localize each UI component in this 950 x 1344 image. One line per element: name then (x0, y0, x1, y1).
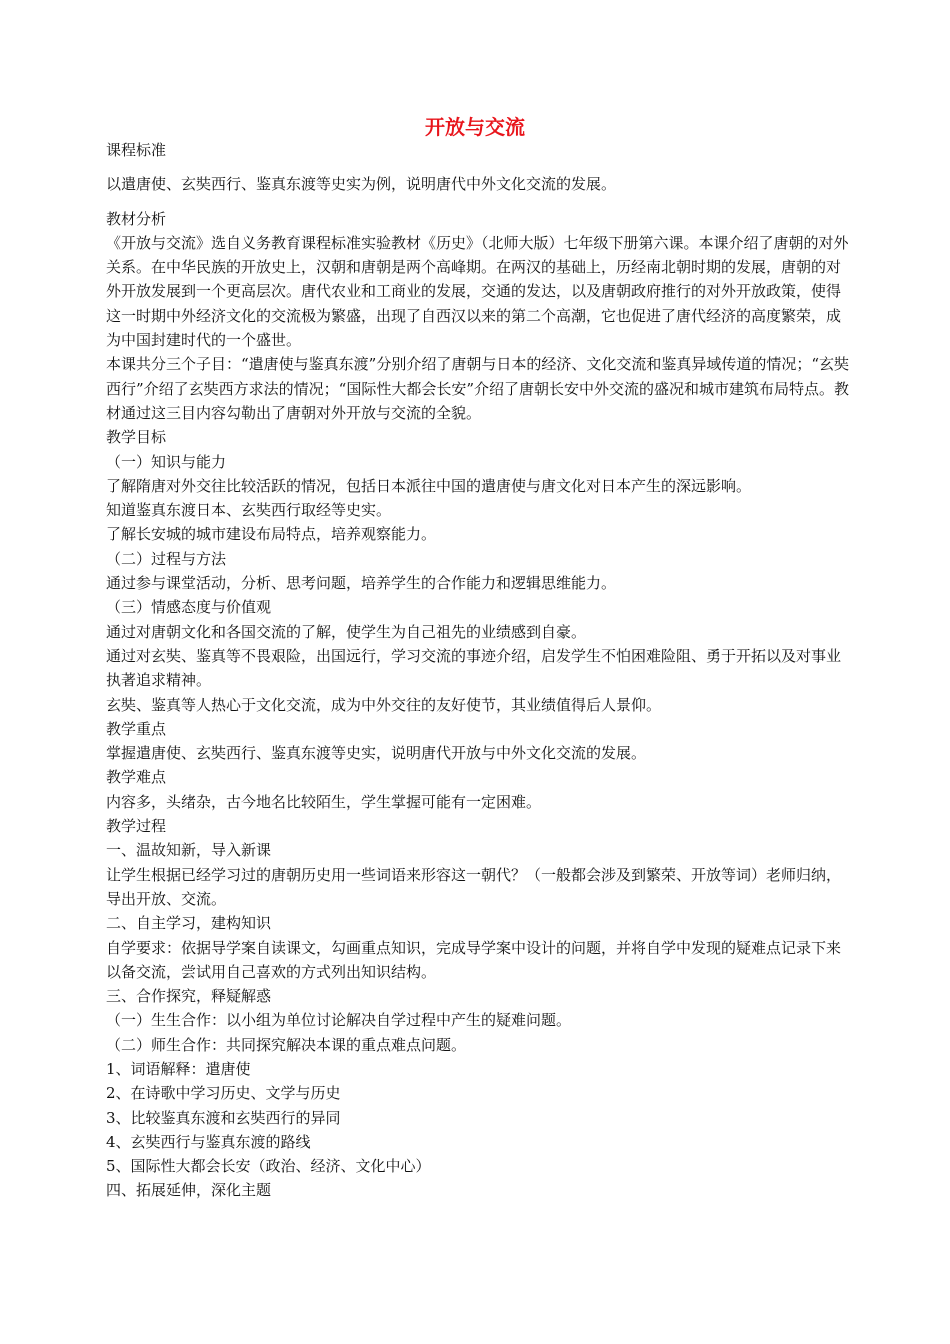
page-title: 开放与交流 (425, 115, 525, 139)
document-body (106, 138, 850, 1203)
section-heading-teaching-process: 教学过程 (106, 817, 167, 836)
paragraph-goal-3: 了解长安城的城市建设布局特点，培养观察能力。 (106, 525, 437, 544)
section-heading-curriculum-standard: 课程标准 (106, 141, 167, 159)
paragraph-process-method: 通过参与课堂活动，分析、思考问题，培养学生的合作能力和逻辑思维能力。 (106, 574, 617, 593)
paragraph-curriculum-standard: 以遣唐使、玄奘西行、鉴真东渡等史实为例，说明唐代中外文化交流的发展。 (106, 175, 617, 194)
list-item-4: 4、玄奘西行与鉴真东渡的路线 (106, 1132, 311, 1151)
paragraph-teacher-cooperation: （二）师生合作：共同探究解决本课的重点难点问题。 (106, 1035, 467, 1054)
step-heading-cooperation: 三、合作探究，释疑解惑 (106, 987, 272, 1006)
list-item-5: 5、国际性大都会长安（政治、经济、文化中心） (106, 1157, 431, 1176)
paragraph-emotion-3: 玄奘、鉴真等人热心于文化交流，成为中外交往的友好使节，其业绩值得后人景仰。 (106, 695, 662, 714)
paragraph-difficulties: 内容多，头绪杂，古今地名比较陌生，学生掌握可能有一定困难。 (106, 792, 542, 811)
subheading-knowledge-ability: （一）知识与能力 (106, 452, 227, 471)
section-heading-key-points: 教学重点 (106, 719, 167, 738)
paragraph-textbook-analysis-2: 本课共分三个子目：“遣唐使与鉴真东渡”分别介绍了唐朝与日本的经济、文化交流和鉴真异域传道的情况；“玄奘西行”介绍了玄奘西方求法的情况；“国际性大都会长安”介绍了唐朝长安中外交流的盛况和城市建筑布局特点。教材通过这三目内容勾勒出了唐朝对外开放与交流的全貌。 (106, 355, 850, 422)
paragraph-goal-1: 了解隋唐对外交往比较活跃的情况，包括日本派往中国的遣唐使与唐文化对日本产生的深远影响。 (106, 476, 752, 495)
paragraph-emotion-2: 通过对玄奘、鉴真等不畏艰险，出国远行，学习交流的事迹介绍，启发学生不怕困难险阻、勇于开拓以及对事业执著追求精神。 (106, 646, 842, 690)
step-heading-review: 一、温故知新，导入新课 (106, 841, 272, 860)
list-item-2: 2、在诗歌中学习历史、文学与历史 (106, 1084, 341, 1103)
step-heading-extension: 四、拓展延伸，深化主题 (106, 1181, 272, 1200)
paragraph-review: 让学生根据已经学习过的唐朝历史用一些词语来形容这一朝代？（一般都会涉及到繁荣、开放等词）老师归纳，导出开放、交流。 (106, 865, 842, 908)
paragraph-key-points: 掌握遣唐使、玄奘西行、鉴真东渡等史实，说明唐代开放与中外文化交流的发展。 (106, 744, 647, 763)
paragraph-goal-2: 知道鉴真东渡日本、玄奘西行取经等史实。 (106, 501, 392, 520)
list-item-3: 3、比较鉴真东渡和玄奘西行的异同 (106, 1108, 341, 1127)
section-heading-textbook-analysis: 教材分析 (106, 209, 167, 228)
subheading-emotion-values: （三）情感态度与价值观 (106, 598, 272, 617)
list-item-1: 1、词语解释：遣唐使 (106, 1059, 251, 1078)
section-heading-difficulties: 教学难点 (106, 768, 167, 787)
paragraph-textbook-analysis-1: 《开放与交流》选自义务教育课程标准实验教材《历史》（北师大版）七年级下册第六课。本课介绍了唐朝的对外关系。在中华民族的开放史上，汉朝和唐朝是两个高峰期。在两汉的基础上，历经南北朝时期的发展，唐朝的对外开放发展到一个更高层次。唐代农业和工商业的发展，交通的发达，以及唐朝政府推行的对外开放政策，使得这一时期中外经济文化的交流极为繁盛，出现了自西汉以来的第二个高潮，它也促进了唐代经济的高度繁荣，成为中国封建时代的一个盛世。 (106, 233, 849, 350)
paragraph-self-study: 自学要求：依据导学案自读课文，勾画重点知识，完成导学案中设计的问题，并将自学中发现的疑难点记录下来以备交流，尝试用自己喜欢的方式列出知识结构。 (106, 938, 842, 981)
step-heading-self-study: 二、自主学习，建构知识 (106, 914, 272, 933)
section-heading-teaching-goals: 教学目标 (106, 428, 167, 447)
paragraph-student-cooperation: （一）生生合作：以小组为单位讨论解决自学过程中产生的疑难问题。 (106, 1011, 572, 1030)
paragraph-emotion-1: 通过对唐朝文化和各国交流的了解，使学生为自己祖先的业绩感到自豪。 (106, 622, 587, 641)
subheading-process-method: （二）过程与方法 (106, 549, 227, 568)
